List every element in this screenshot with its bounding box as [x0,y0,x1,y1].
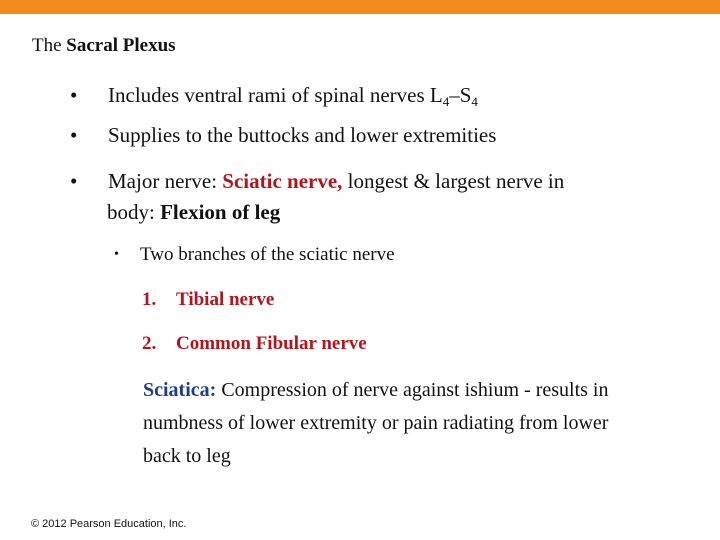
slide-title [32,35,176,57]
bullet-text-part: Major nerve: [108,169,223,193]
flexion-highlight: Flexion of leg [160,200,281,224]
title-strong: Sacral Plexus [66,35,176,56]
sub-bullet-text: Two branches of the sciatic nerve [140,244,395,265]
top-accent-bar [0,0,720,14]
bullet-text [108,166,564,197]
sciatica-text: Compression of nerve against ishium - results in numbness of lower extremity or pain radiating from lower back to leg [143,379,609,467]
bullet-text-part: Includes ventral rami of spinal nerves L [108,83,443,107]
title-prefix: The [32,35,67,56]
sciatica-label: Sciatica: [143,379,217,401]
bullet-dot: • [70,83,78,107]
bullet-text [108,80,478,111]
bullet-dot: • [70,169,78,193]
sciatica-note [143,374,643,473]
branch-number: 1. [142,289,157,310]
sub-bullet-dot: • [114,247,119,262]
bullet-text-part: longest & largest nerve in [342,169,565,193]
bullet-continuation [107,197,280,228]
bullet-text-part: body: [107,200,161,224]
branch-label: Common Fibular nerve [176,333,367,354]
copyright-footer: © 2012 Pearson Education, Inc. [31,518,187,530]
bullet-dot: • [70,123,78,147]
sciatic-nerve-highlight: Sciatic nerve, [222,169,343,193]
subscript: 4 [442,94,450,109]
bullet-text-part: –S [449,83,472,107]
bullet-text: Supplies to the buttocks and lower extremities [108,123,497,147]
branch-number: 2. [142,333,157,354]
branch-label: Tibial nerve [176,289,275,310]
subscript: 4 [471,94,478,109]
branch-item [142,286,274,314]
branch-item [142,330,367,358]
